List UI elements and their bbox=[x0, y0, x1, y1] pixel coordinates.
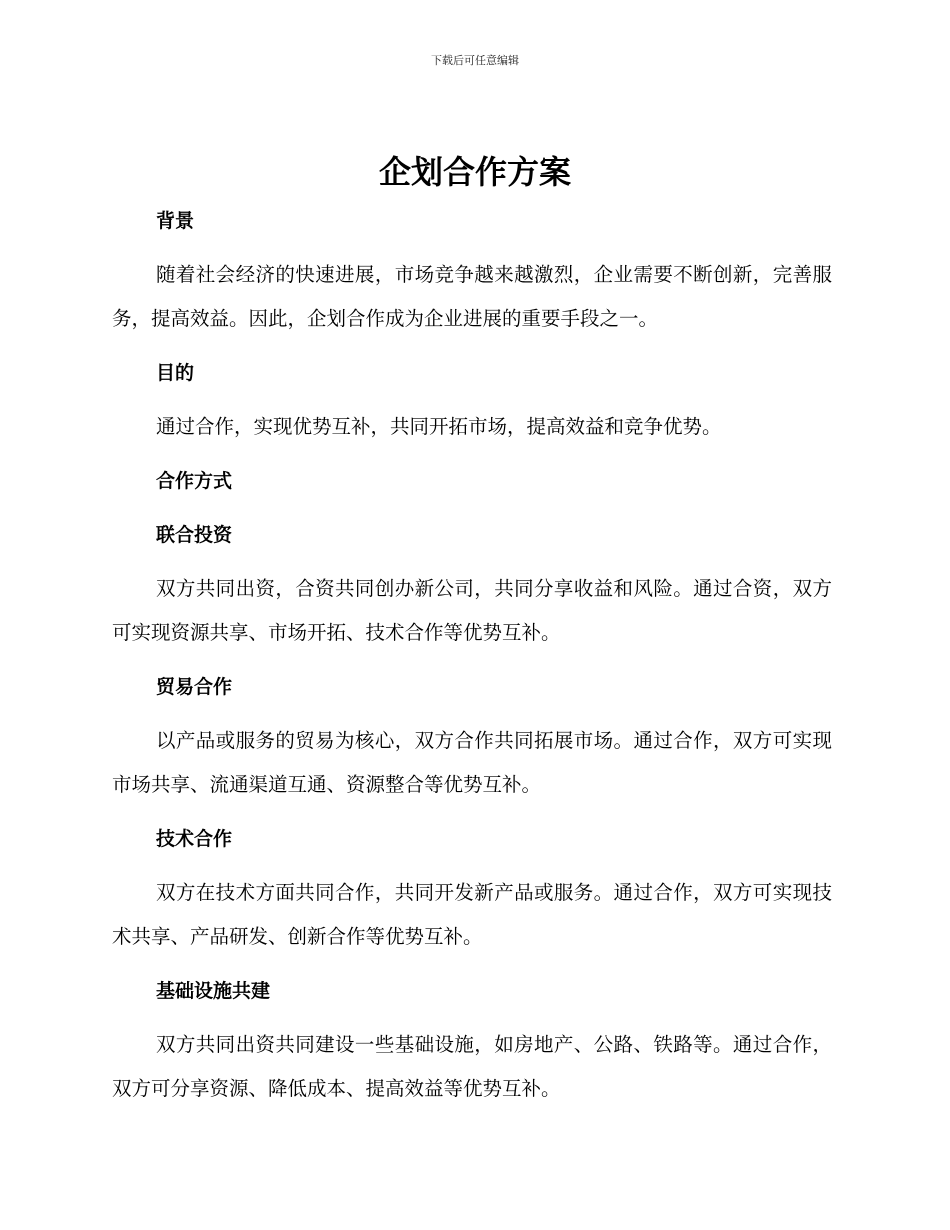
section-paragraph-joint-investment: 双方共同出资，合资共同创办新公司，共同分享收益和风险。通过合资，双方可实现资源共享、市场开拓、技术合作等优势互补。 bbox=[112, 577, 832, 644]
section-heading-infrastructure: 基础设施共建 bbox=[156, 980, 271, 1002]
section-paragraph-infrastructure: 双方共同出资共同建设一些基础设施，如房地产、公路、铁路等。通过合作，双方可分享资源、降低成本、提高效益等优势互补。 bbox=[112, 1033, 832, 1100]
header-note: 下载后可任意编辑 bbox=[431, 54, 519, 67]
section-heading-joint-investment: 联合投资 bbox=[156, 524, 233, 546]
section-heading-cooperation-methods: 合作方式 bbox=[156, 470, 233, 492]
section-paragraph-background: 随着社会经济的快速进展，市场竞争越来越激烈，企业需要不断创新，完善服务，提高效益。因此，企划合作成为企业进展的重要手段之一。 bbox=[112, 263, 832, 330]
section-heading-trade-cooperation: 贸易合作 bbox=[156, 676, 233, 698]
section-heading-background: 背景 bbox=[156, 210, 195, 232]
document-body bbox=[112, 199, 832, 1121]
document-title: 企划合作方案 bbox=[378, 153, 571, 191]
section-paragraph-trade-cooperation: 以产品或服务的贸易为核心，双方合作共同拓展市场。通过合作，双方可实现市场共享、流通渠道互通、资源整合等优势互补。 bbox=[112, 729, 832, 796]
section-paragraph-technical-cooperation: 双方在技术方面共同合作，共同开发新产品或服务。通过合作，双方可实现技术共享、产品研发、创新合作等优势互补。 bbox=[112, 881, 832, 948]
section-paragraph-purpose: 通过合作，实现优势互补，共同开拓市场，提高效益和竞争优势。 bbox=[156, 415, 722, 438]
section-heading-technical-cooperation: 技术合作 bbox=[156, 828, 233, 850]
section-heading-purpose: 目的 bbox=[156, 362, 195, 384]
